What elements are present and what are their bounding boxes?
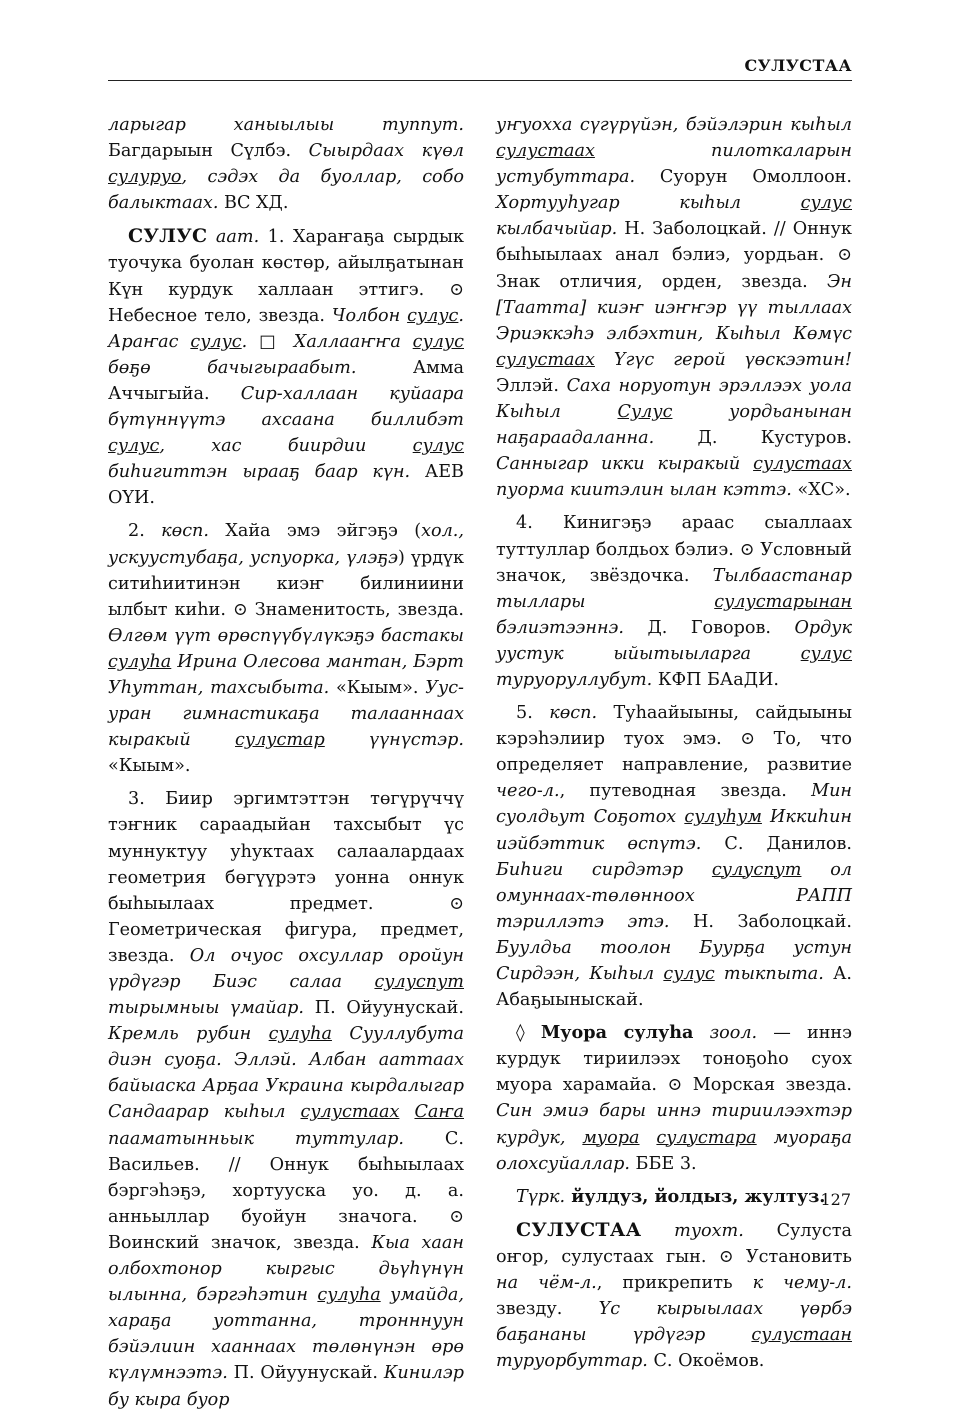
sense-3: 3. Биир эргимтэттэн төгүрүччү тэҥник сараадыйан тахсыбыт үс муннуктуу уһуктаах салаалардаах геометрия бөгүүрэтэ уонна оннук быһыылаах предмет. ⊙ Геометрическая фигура, предмет, звезда. Ол очуос охсуллар оройун үрдүгэр Биэс салаа сулуспут тырымныы үмайар. П. Ойуунускай. Кремль рубин сулуһа Сууллубута диэн суоҕа. Эллэй. Албан ааттаах байыаска Арҕаа Украина кырдалыгар Сандаарар кыһыл сулустаах Саҥа пааматынньык туттулар. С. Васильев. // Оннук быһыылаах бэргэһэҕэ, хортууска уо. д. а. анньыллар буойун значога. ⊙ Воинский значок, звезда. Кыа хаан олбохтонор кыргыс дьүһүнүн ылынна, бэргэһэтин сулуһа умайда, хараҕа уоттанна, тронннуун бэйэлиин хааннаах төлөнүнэн өрө күлүмнээтэ. П. Ойуунускай. Кинилэр бу кыра буор: [108, 789, 464, 1410]
left-column: [108, 112, 464, 1420]
headword: СУЛУСТАА: [516, 1218, 642, 1241]
sense-4: 4. Кинигэҕэ араас сыаллаах туттуллар болдьох бэлиэ. ⊙ Условный значок, звёздочка. Тылбаастанар тыллары сулустарынан бэлиэтээннэ. Д. Говоров. Ордук уустук ыйытыыларга сулус туруоруллубут. КФП БАаДИ.: [496, 513, 852, 690]
headword: СУЛУС: [128, 225, 208, 248]
running-head: [108, 54, 852, 81]
sense-5: 5. көсп. Туһаайыыны, сайдыыны кэрэһэлиир туох эмэ. ⊙ То, что определяет направление, развитие чего-л., путеводная звезда. Мин суолдьут Соҕотох сулуһум Иккиһин иэйбэттик өспүтэ. С. Данилов. Биһиги сирдэтэр сулуспут ол омуннаах-төлөнноох РАПП тэриллэтэ этэ. Н. Заболоцкай. Буулдьа тоолон Буурҕа устун Сирдээн, Кыһыл сулус тыкпыта. А. Абаҕыыныскай.: [496, 703, 852, 1011]
entry-sulustaa: СУЛУСТАА туохт. Сулуста оҥор, сулустаах гын. ⊙ Установить на чём-л., прикрепить к чему-л. звезду. Үс кырыылаах үөрбэ баҕананы үрдүгэр сулустаан туруорбуттар. С. Окоёмов.: [496, 1218, 852, 1372]
paragraph: ларыгар ханыылыы туппут. Багдарыын Сүлбэ. Сыырдаах күөл сулуруо, сэдэх да буоллар, собо балыктаах. ВС ХД.: [108, 115, 464, 214]
right-column: [496, 112, 852, 1381]
diamond-icon: ◊: [516, 1023, 541, 1044]
page-number: 127: [820, 1190, 851, 1209]
running-title: СУЛУСТАА: [744, 56, 852, 75]
sense-2: 2. көсп. Хайа эмэ эйгэҕэ (хол., ускуустубаҕа, успуорка, үлэҕэ) үрдүк ситиһиитинэн киэҥ билиниини ылбыт киһи. ⊙ Знаменитость, звезда. Өлгөм үүт өрөспүүбүлүкэҕэ бастакы сулуһа Ирина Олесова мантан, Бэрт Уһуттан, тахсыбыта. «Кыым». Уус-уран гимнастикаҕа талааннаах кыракый сулустар үүнүстэр. «Кыым».: [108, 521, 464, 777]
paragraph: уҥуохха сүгүрүйэн, бэйэлэрин кыһыл сулустаах пилоткаларын устубуттара. Суорун Омоллоон. Хортууһугар кыһыл сулус кылбачыйар. Н. Заболоцкай. // Оннук быһыылаах анал бэлиэ, уордьан. ⊙ Знак отличия, орден, звезда. Эн [Таатта] киэҥ иэҥҥэр үү тыллаах Эриэккэһэ элбэхтин, Кыһыл Көмүс сулустаах Үгүс герой үөскээтин! Эллэй. Саха норуотун эрэллээх уола Кыһыл Сулус уордьанынан наҕараадаланна. Д. Кустуров. Санныгар икки кыракый сулустаах пуорма киитэлин ылан кэттэ. «ХС».: [496, 115, 852, 501]
etymology: Түрк. йулдуз, йолдыз, жултуз.: [516, 1185, 826, 1207]
idiom-muora-sulusa: ◊ Муора сулуһа зоол. — иннэ курдук тириилээх тоноҕоһо суох муора харамайа. ⊙ Морская звезда. Син эмиэ бары иннэ тириилээхтэр курдук, муора сулустара муораҕа олохсуйаллар. ББЕ 3.: [496, 1022, 852, 1174]
entry-sulus: СУЛУС аат. 1. Хараҥаҕа сырдык туочука буолан көстөр, айылҕатынан Күн курдук халлаан эттигэ. ⊙ Небесное тело, звезда. Чолбон сулус. Араҥас сулус. □ Халлааҥҥа сулус бөҕө бачыгыраабыт. Амма Аччыгыйа. Сир-халлаан куйаара бүтүннүүтэ ахсаана биллибэт сулус, хас биирдии сулус биһигиттэн ырааҕ баар күн. АЕВ ОҮИ.: [108, 225, 464, 509]
